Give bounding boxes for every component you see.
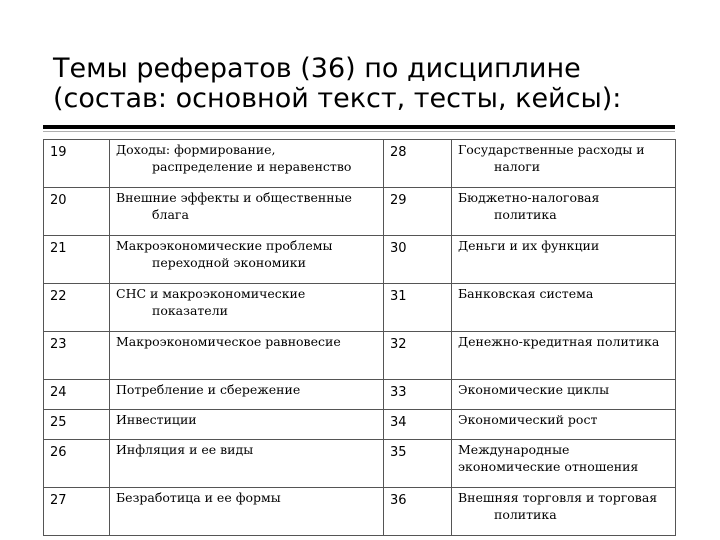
title-line-1: Темы рефератов (36) по дисциплине <box>53 53 581 84</box>
topic-number: 36 <box>384 488 452 536</box>
table-row <box>44 140 676 188</box>
table-row <box>44 284 676 332</box>
topic-text-cont: показатели <box>152 303 228 318</box>
topic-text: Макроэкономические проблемы <box>116 238 333 253</box>
topic-cell <box>452 488 676 536</box>
topic-cell <box>452 284 676 332</box>
table-row <box>44 380 676 410</box>
topic-number: 30 <box>384 236 452 284</box>
topic-number: 27 <box>44 488 110 536</box>
topic-text: Инвестиции <box>116 412 197 427</box>
topic-text: Государственные расходы и <box>458 142 645 157</box>
topic-number: 22 <box>44 284 110 332</box>
topic-number: 25 <box>44 410 110 440</box>
topic-cell <box>110 440 384 488</box>
topic-cell <box>452 410 676 440</box>
topic-text-cont: налоги <box>494 159 541 174</box>
topic-text: Денежно-кредитная политика <box>458 334 660 349</box>
topic-text: Деньги и их функции <box>458 238 600 253</box>
topic-cell <box>110 332 384 380</box>
topic-number: 20 <box>44 188 110 236</box>
topic-text: Экономический рост <box>458 412 598 427</box>
topic-cell <box>110 284 384 332</box>
topic-number: 34 <box>384 410 452 440</box>
topic-text: Международные <box>458 442 570 457</box>
slide-title <box>53 54 693 114</box>
topic-number: 29 <box>384 188 452 236</box>
title-line-2: (состав: основной текст, тесты, кейсы): <box>53 83 622 114</box>
topic-number: 24 <box>44 380 110 410</box>
topic-cell <box>452 140 676 188</box>
topics-table <box>43 139 676 536</box>
topic-number: 31 <box>384 284 452 332</box>
table-row <box>44 332 676 380</box>
topic-cell <box>452 380 676 410</box>
topic-cell <box>452 236 676 284</box>
topic-number: 19 <box>44 140 110 188</box>
topic-number: 28 <box>384 140 452 188</box>
topic-cell <box>110 188 384 236</box>
title-rule-thin <box>43 131 675 132</box>
topic-cell <box>110 380 384 410</box>
topic-text: Безработица и ее формы <box>116 490 281 505</box>
table-row <box>44 440 676 488</box>
topic-number: 26 <box>44 440 110 488</box>
topic-number: 32 <box>384 332 452 380</box>
topic-text: СНС и макроэкономические <box>116 286 306 301</box>
topic-text: Внешние эффекты и общественные <box>116 190 352 205</box>
topic-cell <box>110 236 384 284</box>
topic-number: 33 <box>384 380 452 410</box>
topic-cell <box>110 410 384 440</box>
topic-text: Экономические циклы <box>458 382 610 397</box>
topic-text: Потребление и сбережение <box>116 382 301 397</box>
topic-text-cont: экономические отношения <box>458 459 639 474</box>
topic-text: Доходы: формирование, <box>116 142 276 157</box>
topic-text-cont: переходной экономики <box>152 255 306 270</box>
table-row <box>44 488 676 536</box>
topic-text-cont: политика <box>494 207 557 222</box>
topic-text-cont: политика <box>494 507 557 522</box>
topic-text: Макроэкономическое равновесие <box>116 334 341 349</box>
topic-number: 35 <box>384 440 452 488</box>
topic-cell <box>452 440 676 488</box>
topic-number: 23 <box>44 332 110 380</box>
topic-text: Бюджетно-налоговая <box>458 190 600 205</box>
table-row <box>44 410 676 440</box>
topic-text-cont: блага <box>152 207 189 222</box>
table-row <box>44 188 676 236</box>
topic-text-cont: распределение и неравенство <box>152 159 352 174</box>
title-rule <box>43 125 675 129</box>
topic-text: Инфляция и ее виды <box>116 442 254 457</box>
topic-cell <box>452 332 676 380</box>
topic-number: 21 <box>44 236 110 284</box>
table-row <box>44 236 676 284</box>
topic-text: Внешняя торговля и торговая <box>458 490 658 505</box>
topic-cell <box>110 488 384 536</box>
topic-cell <box>452 188 676 236</box>
topic-text: Банковская система <box>458 286 594 301</box>
topic-cell <box>110 140 384 188</box>
